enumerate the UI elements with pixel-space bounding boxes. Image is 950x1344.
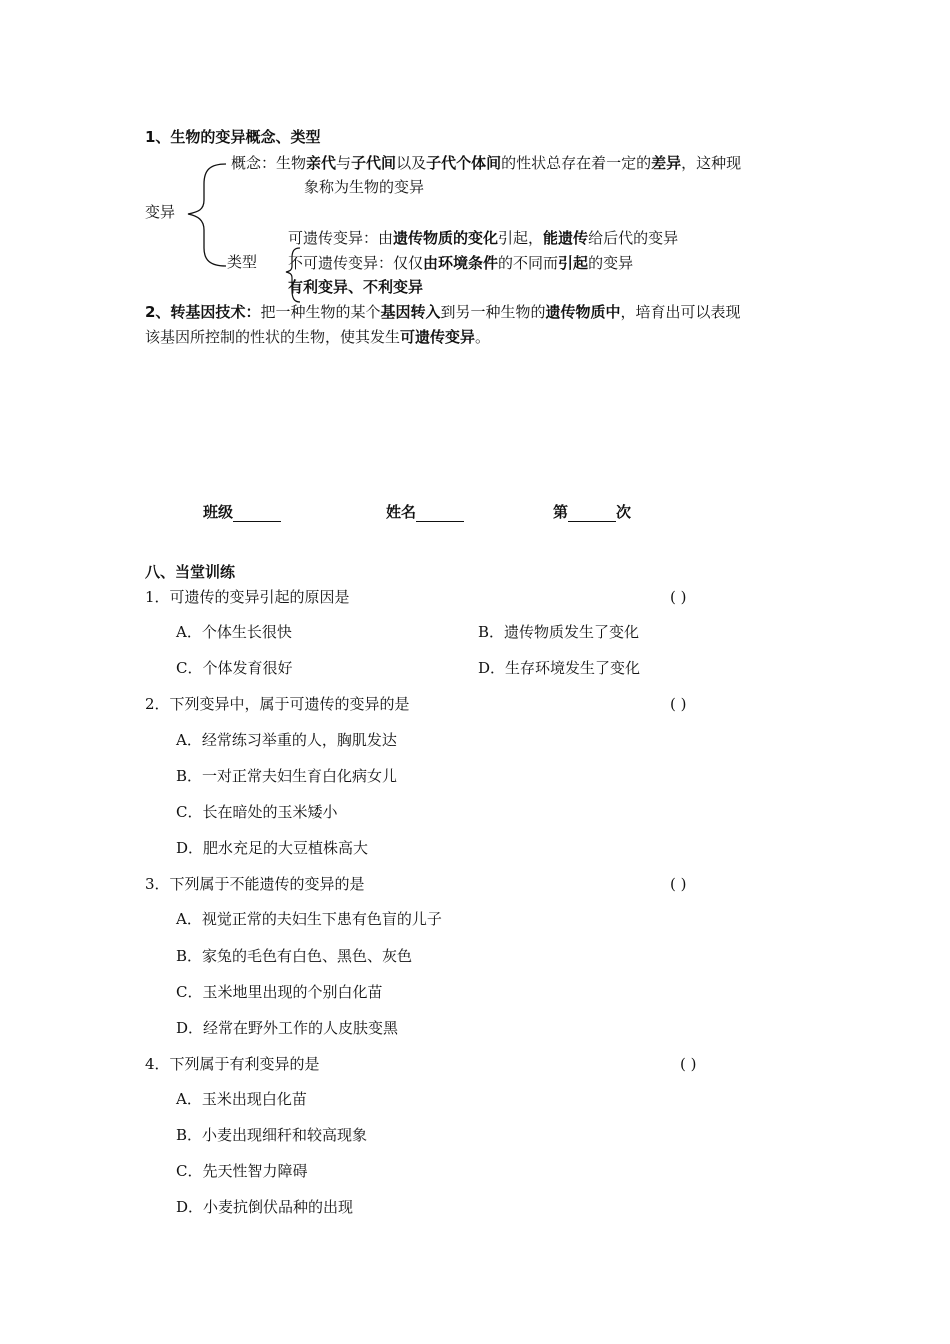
section2-bold: 基因转入 [380, 303, 441, 321]
question-2-answer-paren[interactable]: ( ) [670, 695, 687, 713]
question-2-stem: 2．下列变异中，属于可遗传的变异的是 [145, 695, 410, 713]
non-heritable-bold: 引起 [558, 254, 589, 272]
heritable-line [288, 228, 678, 248]
question-1-option-b[interactable]: B．遗传物质发生了变化 [478, 623, 640, 641]
section2-line-1 [145, 302, 741, 322]
name-field [386, 502, 464, 522]
question-4-option-b[interactable]: B．小麦出现细秆和较高现象 [176, 1126, 368, 1144]
times-blank[interactable] [568, 505, 616, 522]
question-2-option-b[interactable]: B．一对正常夫妇生育白化病女儿 [176, 767, 398, 785]
section2-text: 把一种生物的某个 [260, 303, 381, 321]
non-heritable-text: 的变异 [588, 254, 634, 272]
heritable-text: 给后代的变异 [588, 229, 679, 247]
concept-bold-difference: 差异 [651, 154, 682, 172]
concept-bold-individuals: 子代个体间 [426, 154, 502, 172]
non-heritable-line [288, 253, 633, 273]
non-heritable-text: 不可遗传变异：仅仅 [288, 254, 424, 272]
section1-heading: 1、生物的变异概念、类型 [145, 128, 321, 146]
concept-text: 与 [336, 154, 352, 172]
concept-text: 概念：生物 [231, 154, 307, 172]
concept-line [231, 153, 741, 173]
class-field [203, 502, 281, 522]
section2-text: 到另一种生物的 [440, 303, 546, 321]
question-4-option-a[interactable]: A．玉米出现白化苗 [176, 1090, 307, 1108]
non-heritable-text: 的不同而 [498, 254, 559, 272]
question-1-option-d[interactable]: D．生存环境发生了变化 [478, 659, 641, 677]
question-1-stem: 1．可遗传的变异引起的原因是 [145, 588, 350, 606]
question-2-option-d[interactable]: D．肥水充足的大豆植株高大 [176, 839, 369, 857]
concept-bold-offspring: 子代间 [351, 154, 397, 172]
name-blank[interactable] [416, 505, 464, 522]
type-label: 类型 [227, 253, 258, 271]
question-1-option-c[interactable]: C．个体发育很好 [176, 659, 293, 677]
question-4-option-d[interactable]: D．小麦抗倒伏品种的出现 [176, 1198, 354, 1216]
heritable-bold: 遗传物质的变化 [393, 229, 499, 247]
question-3-answer-paren[interactable]: ( ) [670, 875, 687, 893]
question-4-answer-paren[interactable]: ( ) [680, 1055, 697, 1073]
section2-heading: 2、转基因技术： [145, 303, 261, 321]
concept-text: 以及 [396, 154, 427, 172]
question-3-option-d[interactable]: D．经常在野外工作的人皮肤变黑 [176, 1019, 399, 1037]
question-3-stem: 3．下列属于不能遗传的变异的是 [145, 875, 365, 893]
question-3-option-b[interactable]: B．家兔的毛色有白色、黑色、灰色 [176, 947, 413, 965]
heritable-bold: 能遗传 [543, 229, 589, 247]
class-label: 班级 [203, 503, 234, 521]
beneficial-line: 有利变异、不利变异 [288, 278, 424, 296]
question-3-option-a[interactable]: A．视觉正常的夫妇生下患有色盲的儿子 [176, 910, 442, 928]
concept-bold-parent: 亲代 [306, 154, 337, 172]
times-prefix: 第 [553, 503, 569, 521]
concept-line-2: 象称为生物的变异 [304, 178, 425, 196]
variation-root-label: 变异 [145, 203, 176, 221]
question-1-option-a[interactable]: A．个体生长很快 [176, 623, 292, 641]
small-brace-icon [280, 238, 304, 308]
big-brace-icon [180, 160, 230, 270]
section2-text: ，培育出可以表现 [620, 303, 741, 321]
question-4-option-c[interactable]: C．先天性智力障碍 [176, 1162, 308, 1180]
practice-heading: 八、当堂训练 [145, 563, 236, 581]
section2-text: 。 [475, 328, 491, 346]
question-4-stem: 4．下列属于有利变异的是 [145, 1055, 320, 1073]
name-label: 姓名 [386, 503, 417, 521]
class-blank[interactable] [233, 505, 281, 522]
section2-bold: 遗传物质中 [545, 303, 621, 321]
section2-text: 该基因所控制的性状的生物，使其发生 [145, 328, 401, 346]
times-suffix: 次 [616, 503, 632, 521]
section2-line-2 [145, 327, 490, 347]
question-3-option-c[interactable]: C．玉米地里出现的个别白化苗 [176, 983, 383, 1001]
times-field [553, 502, 631, 522]
heritable-text: 引起， [498, 229, 544, 247]
concept-text: 的性状总存在着一定的 [501, 154, 652, 172]
non-heritable-bold: 由环境条件 [423, 254, 499, 272]
section2-bold: 可遗传变异 [400, 328, 476, 346]
question-1-answer-paren[interactable]: ( ) [670, 588, 687, 606]
heritable-text: 可遗传变异：由 [288, 229, 394, 247]
question-2-option-a[interactable]: A．经常练习举重的人，胸肌发达 [176, 731, 397, 749]
question-2-option-c[interactable]: C．长在暗处的玉米矮小 [176, 803, 338, 821]
concept-text: ，这种现 [681, 154, 742, 172]
